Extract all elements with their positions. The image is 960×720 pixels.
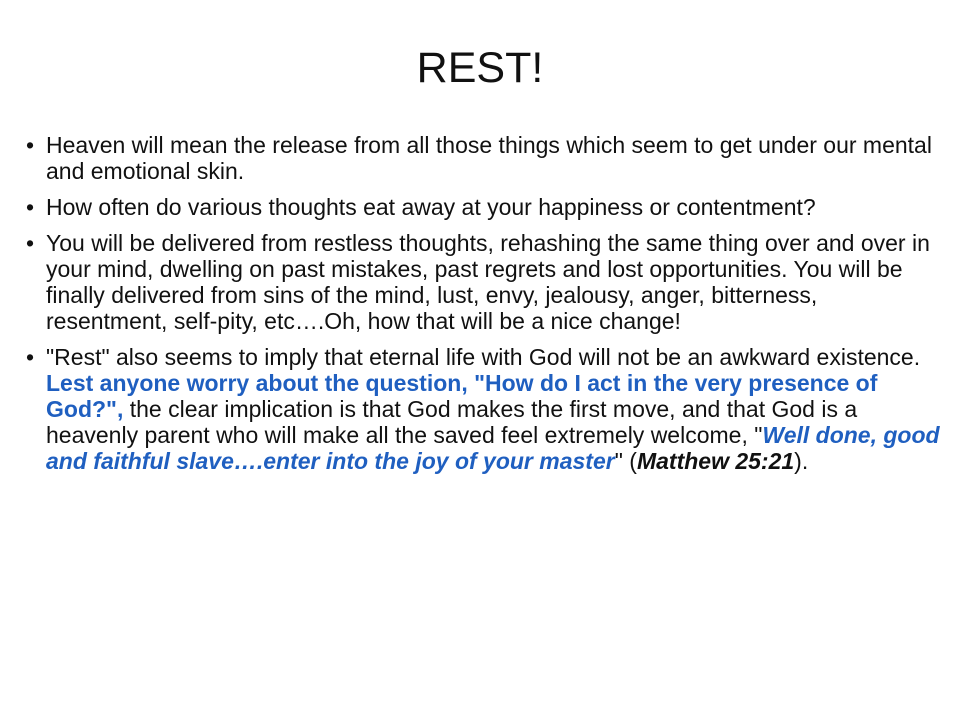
bullet-dot-icon: • — [26, 132, 35, 158]
highlighted-quote: Well done, good and faithful slave….enter into the joy of your master — [46, 422, 940, 474]
bullet-text: How often do various thoughts eat away at your happiness or contentment? — [46, 194, 816, 220]
highlighted-question: Lest anyone worry about the question, "How do I act in the very presence of God?", — [46, 370, 878, 422]
scripture-reference: Matthew 25:21 — [636, 448, 795, 474]
bullet-text-segment: "Rest" also seems to imply that eternal life with God will not be an awkward existence. — [46, 344, 921, 370]
bullet-item — [0, 344, 960, 474]
bullet-text: Heaven will mean the release from all those things which seem to get under our mental and emotional skin. — [46, 132, 932, 184]
slide-title: REST! — [416, 44, 544, 92]
bullet-text — [46, 344, 940, 474]
paren-open: ( — [622, 448, 637, 474]
bullet-dot-icon: • — [26, 344, 35, 370]
quote-mark: " — [614, 448, 623, 474]
quote-mark: " — [754, 422, 763, 448]
paren-close: ). — [794, 448, 809, 474]
bullet-list — [0, 132, 960, 484]
bullet-text: You will be delivered from restless thoughts, rehashing the same thing over and over in your mind, dwelling on past mistakes, past regrets and lost opportunities. You will be finally delivered from sins of the mind, lust, envy, jealousy, anger, bitterness, resentment, self-pity, etc….Oh, how that will be a nice change! — [46, 230, 930, 334]
bullet-item — [0, 194, 960, 220]
bullet-dot-icon: • — [26, 230, 35, 256]
bullet-dot-icon: • — [26, 194, 35, 220]
bullet-item — [0, 230, 960, 334]
bullet-item — [0, 132, 960, 184]
bullet-text-segment: the clear implication is that God makes the first move, and that God is a heavenly parent who will make all the saved feel extremely welcome, — [46, 396, 858, 448]
